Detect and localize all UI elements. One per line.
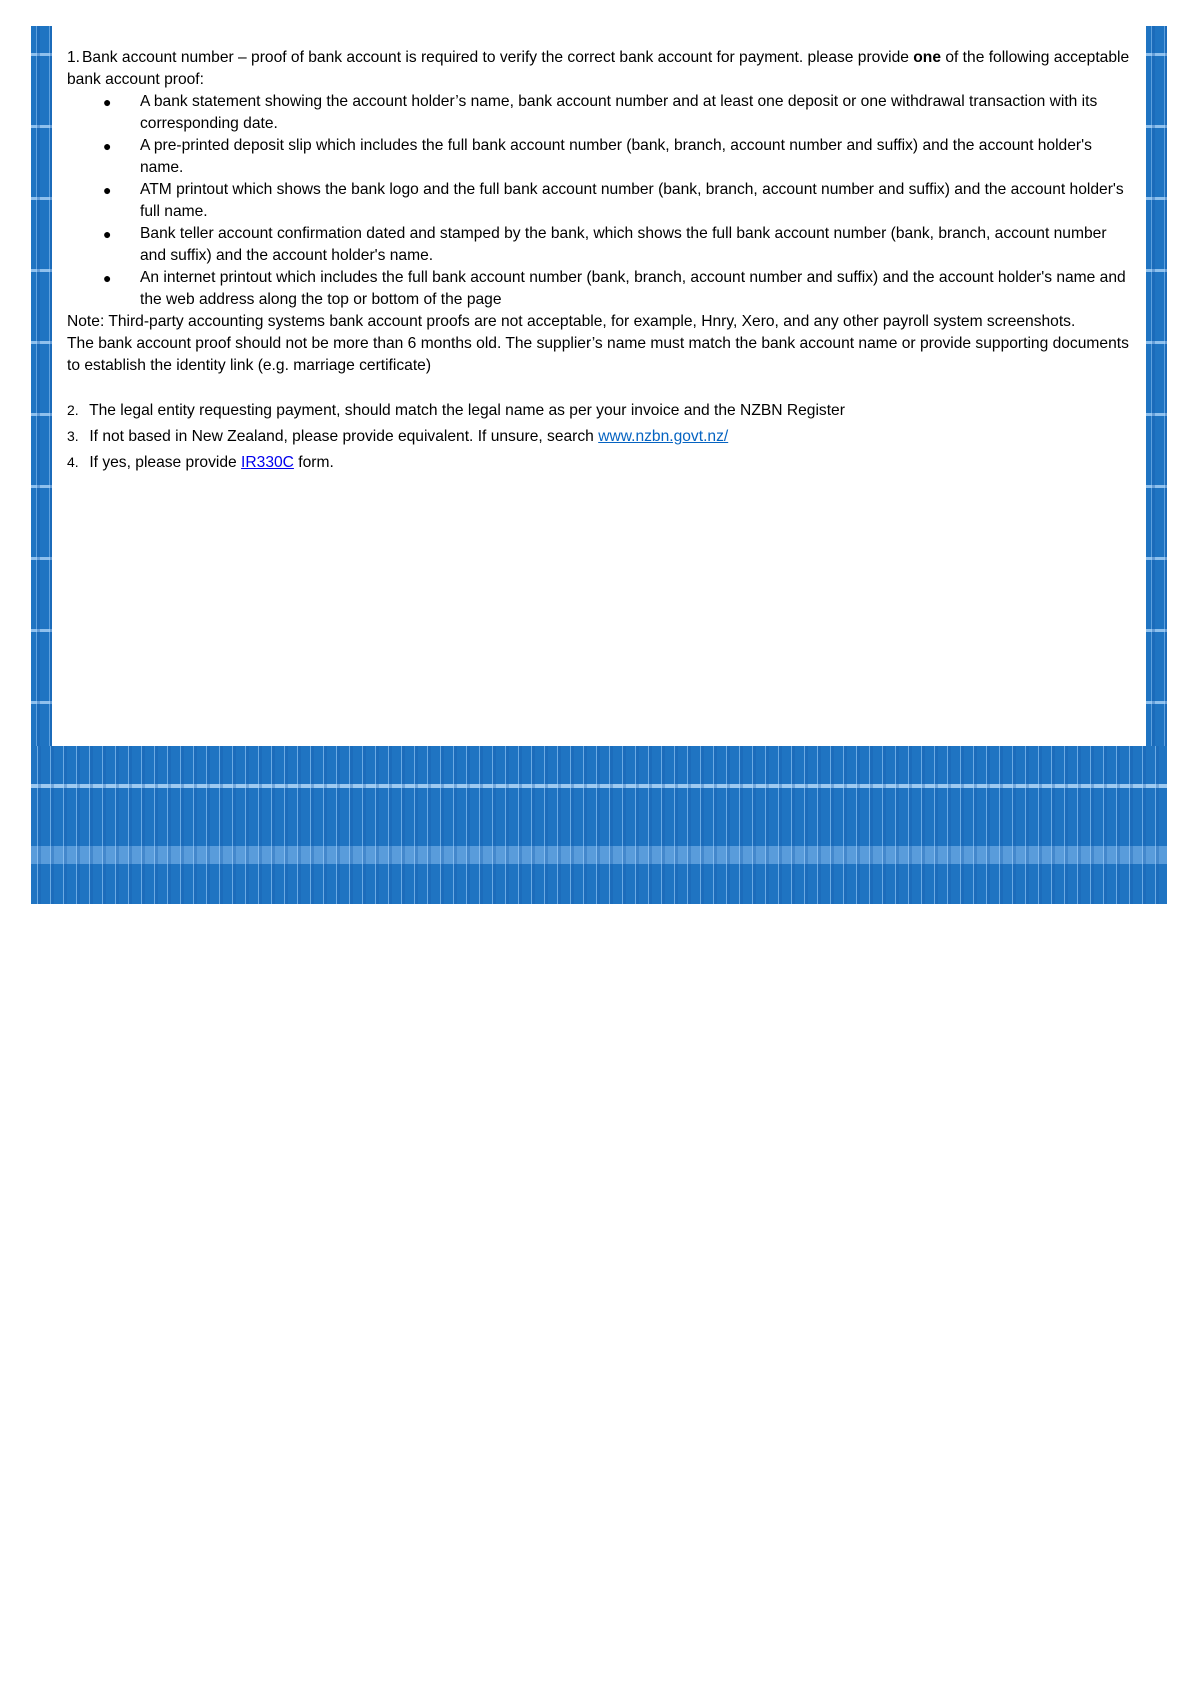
note-3 xyxy=(67,425,1135,448)
note-3-text: If not based in New Zealand, please provide equivalent. If unsure, search xyxy=(89,428,599,445)
list-item xyxy=(67,223,1135,267)
note-4-text: If yes, please provide xyxy=(89,454,242,471)
list-item xyxy=(67,135,1135,179)
list-item xyxy=(67,267,1135,311)
third-party-note: Note: Third-party accounting systems bank account proofs are not acceptable, for example, Hnry, Xero, and any other payroll system screenshots. xyxy=(67,313,1076,330)
spacer xyxy=(67,377,1135,399)
list-item xyxy=(67,179,1135,223)
note-1-text-end: of the following acceptable bank account proof: xyxy=(67,49,1130,88)
list-item-text: A bank statement showing the account holder’s name, bank account number and at least one deposit or one withdrawal transaction with its corresponding date. xyxy=(140,93,1098,132)
ir330c-link[interactable]: IR330C xyxy=(241,454,294,471)
nzbn-link[interactable]: www.nzbn.govt.nz/ xyxy=(598,428,729,445)
bullet-icon: ● xyxy=(103,270,112,286)
decorative-frame-bottom xyxy=(31,746,1167,904)
note-2-number: 2. xyxy=(67,402,79,418)
proof-age-rule: The bank account proof should not be more than 6 months old. The supplier’s name must match the bank account name or provide supporting documents to establish the identity link (e.g. marriage certificate) xyxy=(67,335,1129,374)
list-item xyxy=(67,91,1135,135)
notes-section xyxy=(67,47,1135,477)
list-item-text: A pre-printed deposit slip which includes the full bank account number (bank, branch, account number and suffix) and the account holder's name. xyxy=(140,137,1092,176)
bank-proof-list xyxy=(67,91,1135,311)
note-3-number: 3. xyxy=(67,428,79,444)
bullet-icon: ● xyxy=(103,138,112,154)
note-1-text: Bank account number – proof of bank account is required to verify the correct bank account for payment. please provide xyxy=(82,49,914,66)
note-2 xyxy=(67,399,1135,422)
note-1-number: 1. xyxy=(67,49,81,66)
bullet-icon: ● xyxy=(103,182,112,198)
bullet-icon: ● xyxy=(103,94,112,110)
list-item-text: ATM printout which shows the bank logo and the full bank account number (bank, branch, account number and suffix) and the account holder's full name. xyxy=(140,181,1124,220)
list-item-text: Bank teller account confirmation dated and stamped by the bank, which shows the full bank account number (bank, branch, account number and suffix) and the account holder's name. xyxy=(140,225,1107,264)
note-1-bold: one xyxy=(913,49,942,66)
bullet-icon: ● xyxy=(103,226,112,242)
note-4 xyxy=(67,451,1135,474)
list-item-text: An internet printout which includes the full bank account number (bank, branch, account number and suffix) and the account holder's name and the web address along the top or bottom of the page xyxy=(140,269,1126,308)
note-2-text: The legal entity requesting payment, should match the legal name as per your invoice and the NZBN Register xyxy=(89,402,845,419)
note-4-number: 4. xyxy=(67,454,79,470)
note-1-intro xyxy=(67,47,1135,91)
note-4-text-end: form. xyxy=(293,454,334,471)
